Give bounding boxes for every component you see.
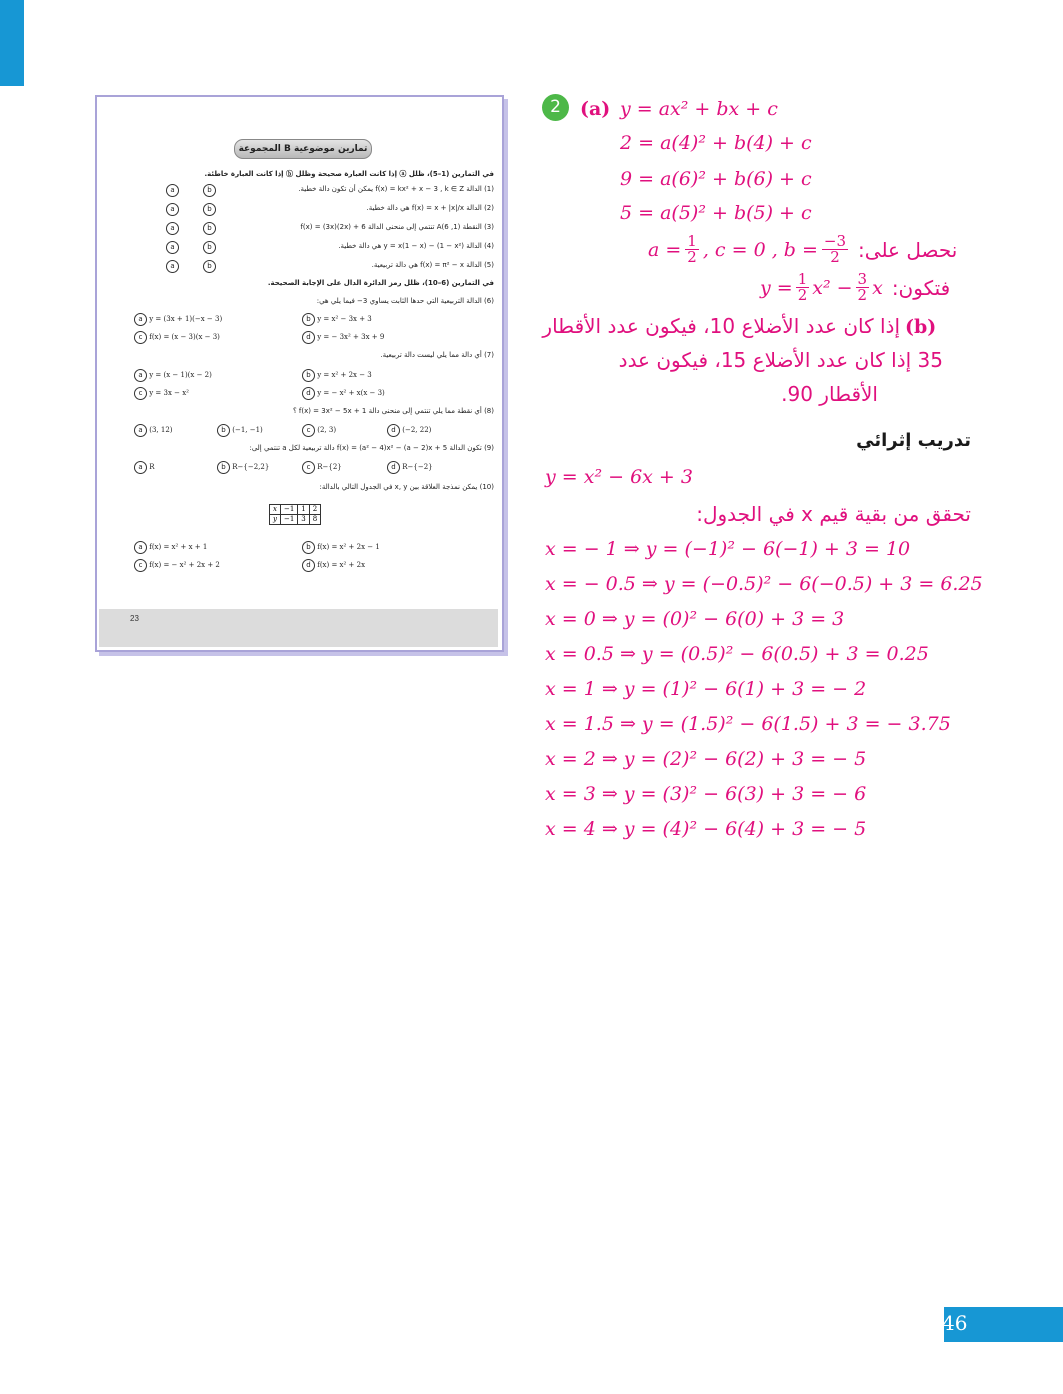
exercise-page-thumbnail (95, 95, 504, 652)
option-d[interactable] (302, 559, 365, 572)
answer-b-bubble[interactable]: b (203, 184, 216, 197)
table-cell: 2 (309, 505, 320, 515)
check-table-text: تحقق من بقية قيم x في الجدول: (696, 502, 971, 526)
edge-tab-marker (0, 0, 24, 86)
part-b-line-3: الأقطار 90. (781, 382, 878, 406)
table-row (270, 505, 321, 515)
result-fraction-1 (796, 272, 810, 303)
page-number: 46 (942, 1311, 968, 1335)
option-text: f(x) = (x − 3)(x − 3) (149, 333, 220, 341)
option-a[interactable] (134, 541, 207, 554)
general-equation: y = ax² + bx + c (620, 98, 778, 120)
option-c[interactable] (134, 331, 220, 344)
option-text: y = (3x + 1)(−x − 3) (149, 315, 223, 323)
option-a-bubble[interactable]: a (134, 541, 147, 554)
option-b-bubble[interactable]: b (302, 369, 315, 382)
question-9: (9) تكون الدالة f(x) = (a² − 4)x² − (a − 2)x + 5 دالة تربيعية لكل a تنتمي إلى: (249, 444, 494, 452)
table-cell: 8 (309, 515, 320, 525)
fraction-numerator: 1 (797, 270, 808, 288)
option-a[interactable] (134, 424, 173, 437)
question-10: (10) يمكن نمذجة العلاقة بين x, y في الجدول التالي بالدالة: (319, 483, 494, 491)
option-b-bubble[interactable]: b (217, 424, 230, 437)
coef-b-fraction (822, 234, 848, 265)
option-a[interactable] (134, 313, 222, 326)
coef-a-lhs: a = (648, 238, 682, 261)
table-row-check: x = 2 ⇒ y = (2)² − 6(2) + 3 = − 5 (545, 748, 867, 770)
option-text: (−2, 22) (402, 426, 432, 434)
fraction-numerator: 1 (687, 232, 697, 250)
fraction-denominator: 2 (857, 286, 868, 304)
option-c-bubble[interactable]: c (134, 387, 147, 400)
thumbnail-heading: المجموعة B تمارين موضوعية (234, 139, 372, 159)
table-row-check: x = 0 ⇒ y = (0)² − 6(0) + 3 = 3 (545, 608, 845, 630)
option-c-bubble[interactable]: c (134, 559, 147, 572)
option-d-bubble[interactable]: d (302, 387, 315, 400)
option-d[interactable] (302, 387, 385, 400)
tf-item-text: (4) الدالة y = x(1 − x) − (1 − x²) هي دالة خطية. (338, 242, 494, 250)
option-d[interactable] (302, 331, 384, 344)
thumbnail-intro-mc: في التمارين (6–10)، ظلل رمز الدائرة الدال على الإجابة الصحيحة. (267, 279, 494, 287)
result-lhs: y = (760, 276, 793, 299)
thumbnail-footer (99, 609, 498, 647)
question-6: (6) الدالة التربيعية التي حدها الثابت يساوي 3− فيما يلي هي: (316, 297, 494, 305)
table-cell: x (270, 505, 281, 515)
table-cell: −1 (280, 505, 297, 515)
option-d-bubble[interactable]: d (302, 331, 315, 344)
option-c-bubble[interactable]: c (302, 424, 315, 437)
option-text: y = 3x − x² (149, 389, 189, 397)
question-number-badge: 2 (542, 94, 569, 121)
option-text: R−{−2,2} (232, 463, 270, 471)
table-row-check: x = 1.5 ⇒ y = (1.5)² − 6(1.5) + 3 = − 3.75 (545, 713, 951, 735)
table-row (270, 515, 321, 525)
option-d[interactable] (387, 424, 431, 437)
option-c[interactable] (302, 461, 342, 474)
question-8: (8) أي نقطة مما يلي تنتمي إلى منحنى دالة f(x) = 3x² − 5x + 1 ؟ (292, 407, 494, 415)
thumbnail-page-number: 23 (130, 614, 139, 623)
option-text: f(x) = x² + 2x − 1 (317, 543, 380, 551)
answer-b-bubble[interactable]: b (203, 260, 216, 273)
part-b-label: (b) (905, 316, 937, 338)
option-c-bubble[interactable]: c (134, 331, 147, 344)
enrichment-equation: y = x² − 6x + 3 (545, 466, 693, 488)
option-text: y = x² + 2x − 3 (317, 371, 372, 379)
option-text: f(x) = x² + x + 1 (149, 543, 208, 551)
thumbnail-intro-tf: في التمارين (1–5)، ظلل ⓐ إذا كانت العبارة صحيحة وظلل ⓑ إذا كانت العبارة خاطئة. (204, 170, 494, 178)
result-end: x (872, 276, 883, 299)
tf-item (109, 240, 494, 259)
option-c-bubble[interactable]: c (302, 461, 315, 474)
q10-values-table (269, 504, 321, 525)
option-b[interactable] (217, 461, 269, 474)
fraction-denominator: 2 (797, 286, 808, 304)
option-text: y = − x² + x(x − 3) (317, 389, 385, 397)
option-text: R−{−2} (402, 463, 433, 471)
tf-item-text: (1) الدالة f(x) = kx² + x − 3 , k ∈ Z يمكن أن تكون دالة خطية. (298, 185, 494, 193)
fraction-denominator: 2 (830, 248, 840, 266)
table-cell: 1 (298, 505, 309, 515)
table-row-check: x = 4 ⇒ y = (4)² − 6(4) + 3 = − 5 (545, 818, 867, 840)
table-row-check: x = 3 ⇒ y = (3)² − 6(3) + 3 = − 6 (545, 783, 867, 805)
option-text: R−{2} (317, 463, 342, 471)
option-text: (2, 3) (317, 426, 337, 434)
enrichment-title: تدريب إثرائي (856, 430, 971, 451)
answer-b-bubble[interactable]: b (203, 203, 216, 216)
answer-b-bubble[interactable]: b (203, 222, 216, 235)
tf-item (109, 259, 494, 278)
option-b[interactable] (302, 369, 372, 382)
result-fraction-2 (856, 272, 870, 303)
option-text: (−1, −1) (232, 426, 263, 434)
answer-a-bubble[interactable]: a (166, 203, 179, 216)
tf-item (109, 221, 494, 240)
option-b[interactable] (217, 424, 263, 437)
part-b-line-2: 35 إذا كان عدد الأضلاع 15، فيكون عدد (618, 348, 943, 372)
result-function-line (760, 272, 950, 303)
option-d[interactable] (387, 461, 433, 474)
table-cell: −1 (280, 515, 297, 525)
option-a-bubble[interactable]: a (134, 369, 147, 382)
option-text: f(x) = − x² + 2x + 2 (149, 561, 220, 569)
tf-list (109, 183, 494, 278)
equation-3: 5 = a(5)² + b(5) + c (620, 202, 812, 224)
option-b-bubble[interactable]: b (302, 541, 315, 554)
option-text: (3, 12) (149, 426, 173, 434)
fraction-numerator: −3 (823, 232, 847, 250)
question-7: (7) أي دالة مما يلي ليست دالة تربيعية. (380, 351, 494, 359)
option-d-bubble[interactable]: d (387, 424, 400, 437)
equation-2: 9 = a(6)² + b(6) + c (620, 168, 812, 190)
option-b[interactable] (302, 313, 372, 326)
table-row-check: x = − 1 ⇒ y = (−1)² − 6(−1) + 3 = 10 (545, 538, 911, 560)
equation-1: 2 = a(4)² + b(4) + c (620, 132, 812, 154)
coefficients-line (648, 234, 957, 265)
result-mid: x² − (812, 276, 853, 299)
coef-c: , c = 0 , b = (702, 238, 818, 261)
table-row-check: x = 1 ⇒ y = (1)² − 6(1) + 3 = − 2 (545, 678, 867, 700)
option-c[interactable] (302, 424, 336, 437)
table-row-check: x = 0.5 ⇒ y = (0.5)² − 6(0.5) + 3 = 0.25 (545, 643, 929, 665)
tf-item (109, 202, 494, 221)
answer-a-bubble[interactable]: a (166, 222, 179, 235)
table-cell: y (270, 515, 281, 525)
table-cell: 3 (298, 515, 309, 525)
option-b[interactable] (302, 541, 380, 554)
option-a-bubble[interactable]: a (134, 424, 147, 437)
option-c[interactable] (134, 387, 189, 400)
option-d-bubble[interactable]: d (302, 559, 315, 572)
answer-a-bubble[interactable]: a (166, 241, 179, 254)
option-a-bubble[interactable]: a (134, 461, 147, 474)
part-b-line-1: إذا كان عدد الأضلاع 10، فيكون عدد الأقطار (542, 314, 900, 338)
option-text: y = − 3x² + 3x + 9 (317, 333, 385, 341)
option-text: f(x) = x² + 2x (317, 561, 366, 569)
option-a-bubble[interactable]: a (134, 313, 147, 326)
fraction-denominator: 2 (687, 248, 697, 266)
answer-a-bubble[interactable]: a (166, 260, 179, 273)
tf-item (109, 183, 494, 202)
table-row-check: x = − 0.5 ⇒ y = (−0.5)² − 6(−0.5) + 3 = 6.25 (545, 573, 983, 595)
option-text: R (149, 463, 155, 471)
becomes-text: فتكون: (891, 275, 951, 300)
option-b-bubble[interactable]: b (302, 313, 315, 326)
option-text: y = (x − 1)(x − 2) (149, 371, 212, 379)
option-c[interactable] (134, 559, 220, 572)
option-d-bubble[interactable]: d (387, 461, 400, 474)
option-text: y = x² − 3x + 3 (317, 315, 372, 323)
fraction-numerator: 3 (857, 270, 868, 288)
tf-item-text: (5) الدالة f(x) = π² − x هي دالة تربيعية. (371, 261, 494, 269)
part-a-label: (a) (580, 98, 611, 120)
get-text: نحصل على: (858, 237, 958, 262)
tf-item-text: (2) الدالة f(x) = x + |x|/x هي دالة خطية. (366, 204, 494, 212)
tf-item-text: (3) النقطة (1, 6)A تنتمي إلى منحنى الدالة f(x) = (3x)(2x) + 6 (300, 223, 494, 231)
answer-a-bubble[interactable]: a (166, 184, 179, 197)
option-a[interactable] (134, 369, 212, 382)
option-b-bubble[interactable]: b (217, 461, 230, 474)
option-a[interactable] (134, 461, 155, 474)
answer-b-bubble[interactable]: b (203, 241, 216, 254)
coef-a-fraction (685, 234, 699, 265)
